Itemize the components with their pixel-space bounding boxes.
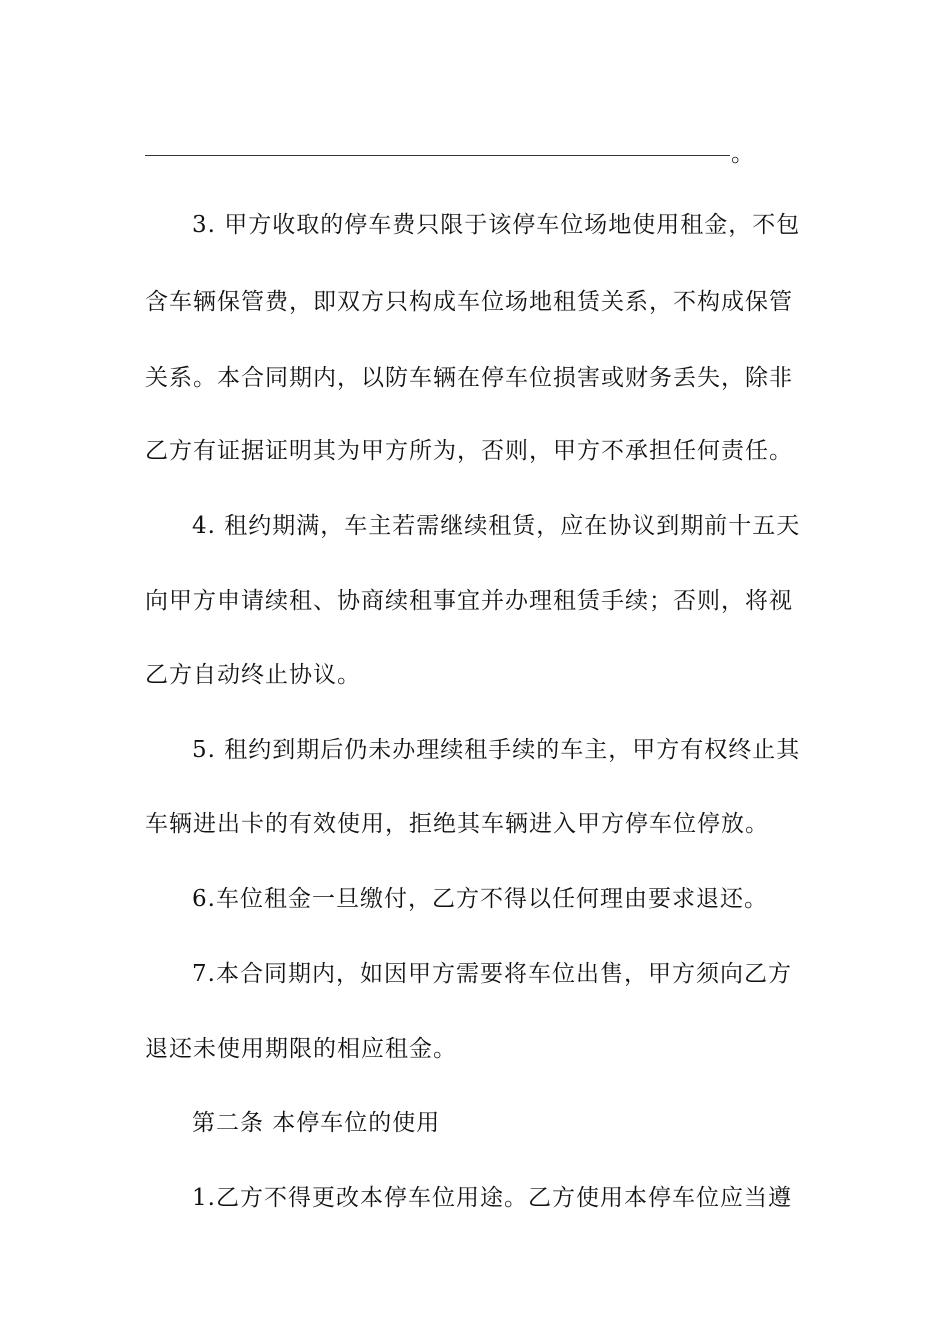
clause-3-line-2: 含车辆保管费，即双方只构成车位场地租赁关系，不构成保管 [145, 289, 793, 315]
clause-3-line-4: 乙方有证据证明其为甲方所为，否则，甲方不承担任何责任。 [145, 438, 793, 464]
clause-4-line-3: 乙方自动终止协议。 [145, 662, 361, 688]
fill-in-blank-line [145, 155, 730, 156]
clause-5-line-1: 5. 租约到期后仍未办理续租手续的车主，甲方有权终止其 [192, 737, 801, 763]
clause-7-line-2: 退还未使用期限的相应租金。 [145, 1036, 457, 1062]
clause-4-line-2: 向甲方申请续租、协商续租事宜并办理租赁手续；否则，将视 [145, 588, 793, 614]
article-2-heading: 第二条 本停车位的使用 [192, 1110, 441, 1136]
clause-4-line-1: 4. 租约期满，车主若需继续租赁，应在协议到期前十五天 [192, 513, 801, 539]
blank-end-punct: 。 [731, 141, 754, 167]
clause-6-line-1: 6.车位租金一旦缴付，乙方不得以任何理由要求退还。 [192, 886, 768, 912]
clause-5-line-2: 车辆进出卡的有效使用，拒绝其车辆进入甲方停车位停放。 [145, 811, 769, 837]
clause-3-line-3: 关系。本合同期内，以防车辆在停车位损害或财务丢失，除非 [145, 365, 793, 391]
clause-7-line-1: 7.本合同期内，如因甲方需要将车位出售，甲方须向乙方 [192, 961, 792, 987]
clause-3-line-1: 3. 甲方收取的停车费只限于该停车位场地使用租金，不包 [192, 212, 801, 238]
article-2-clause-1-line-1: 1.乙方不得更改本停车位用途。乙方使用本停车位应当遵 [192, 1185, 792, 1211]
